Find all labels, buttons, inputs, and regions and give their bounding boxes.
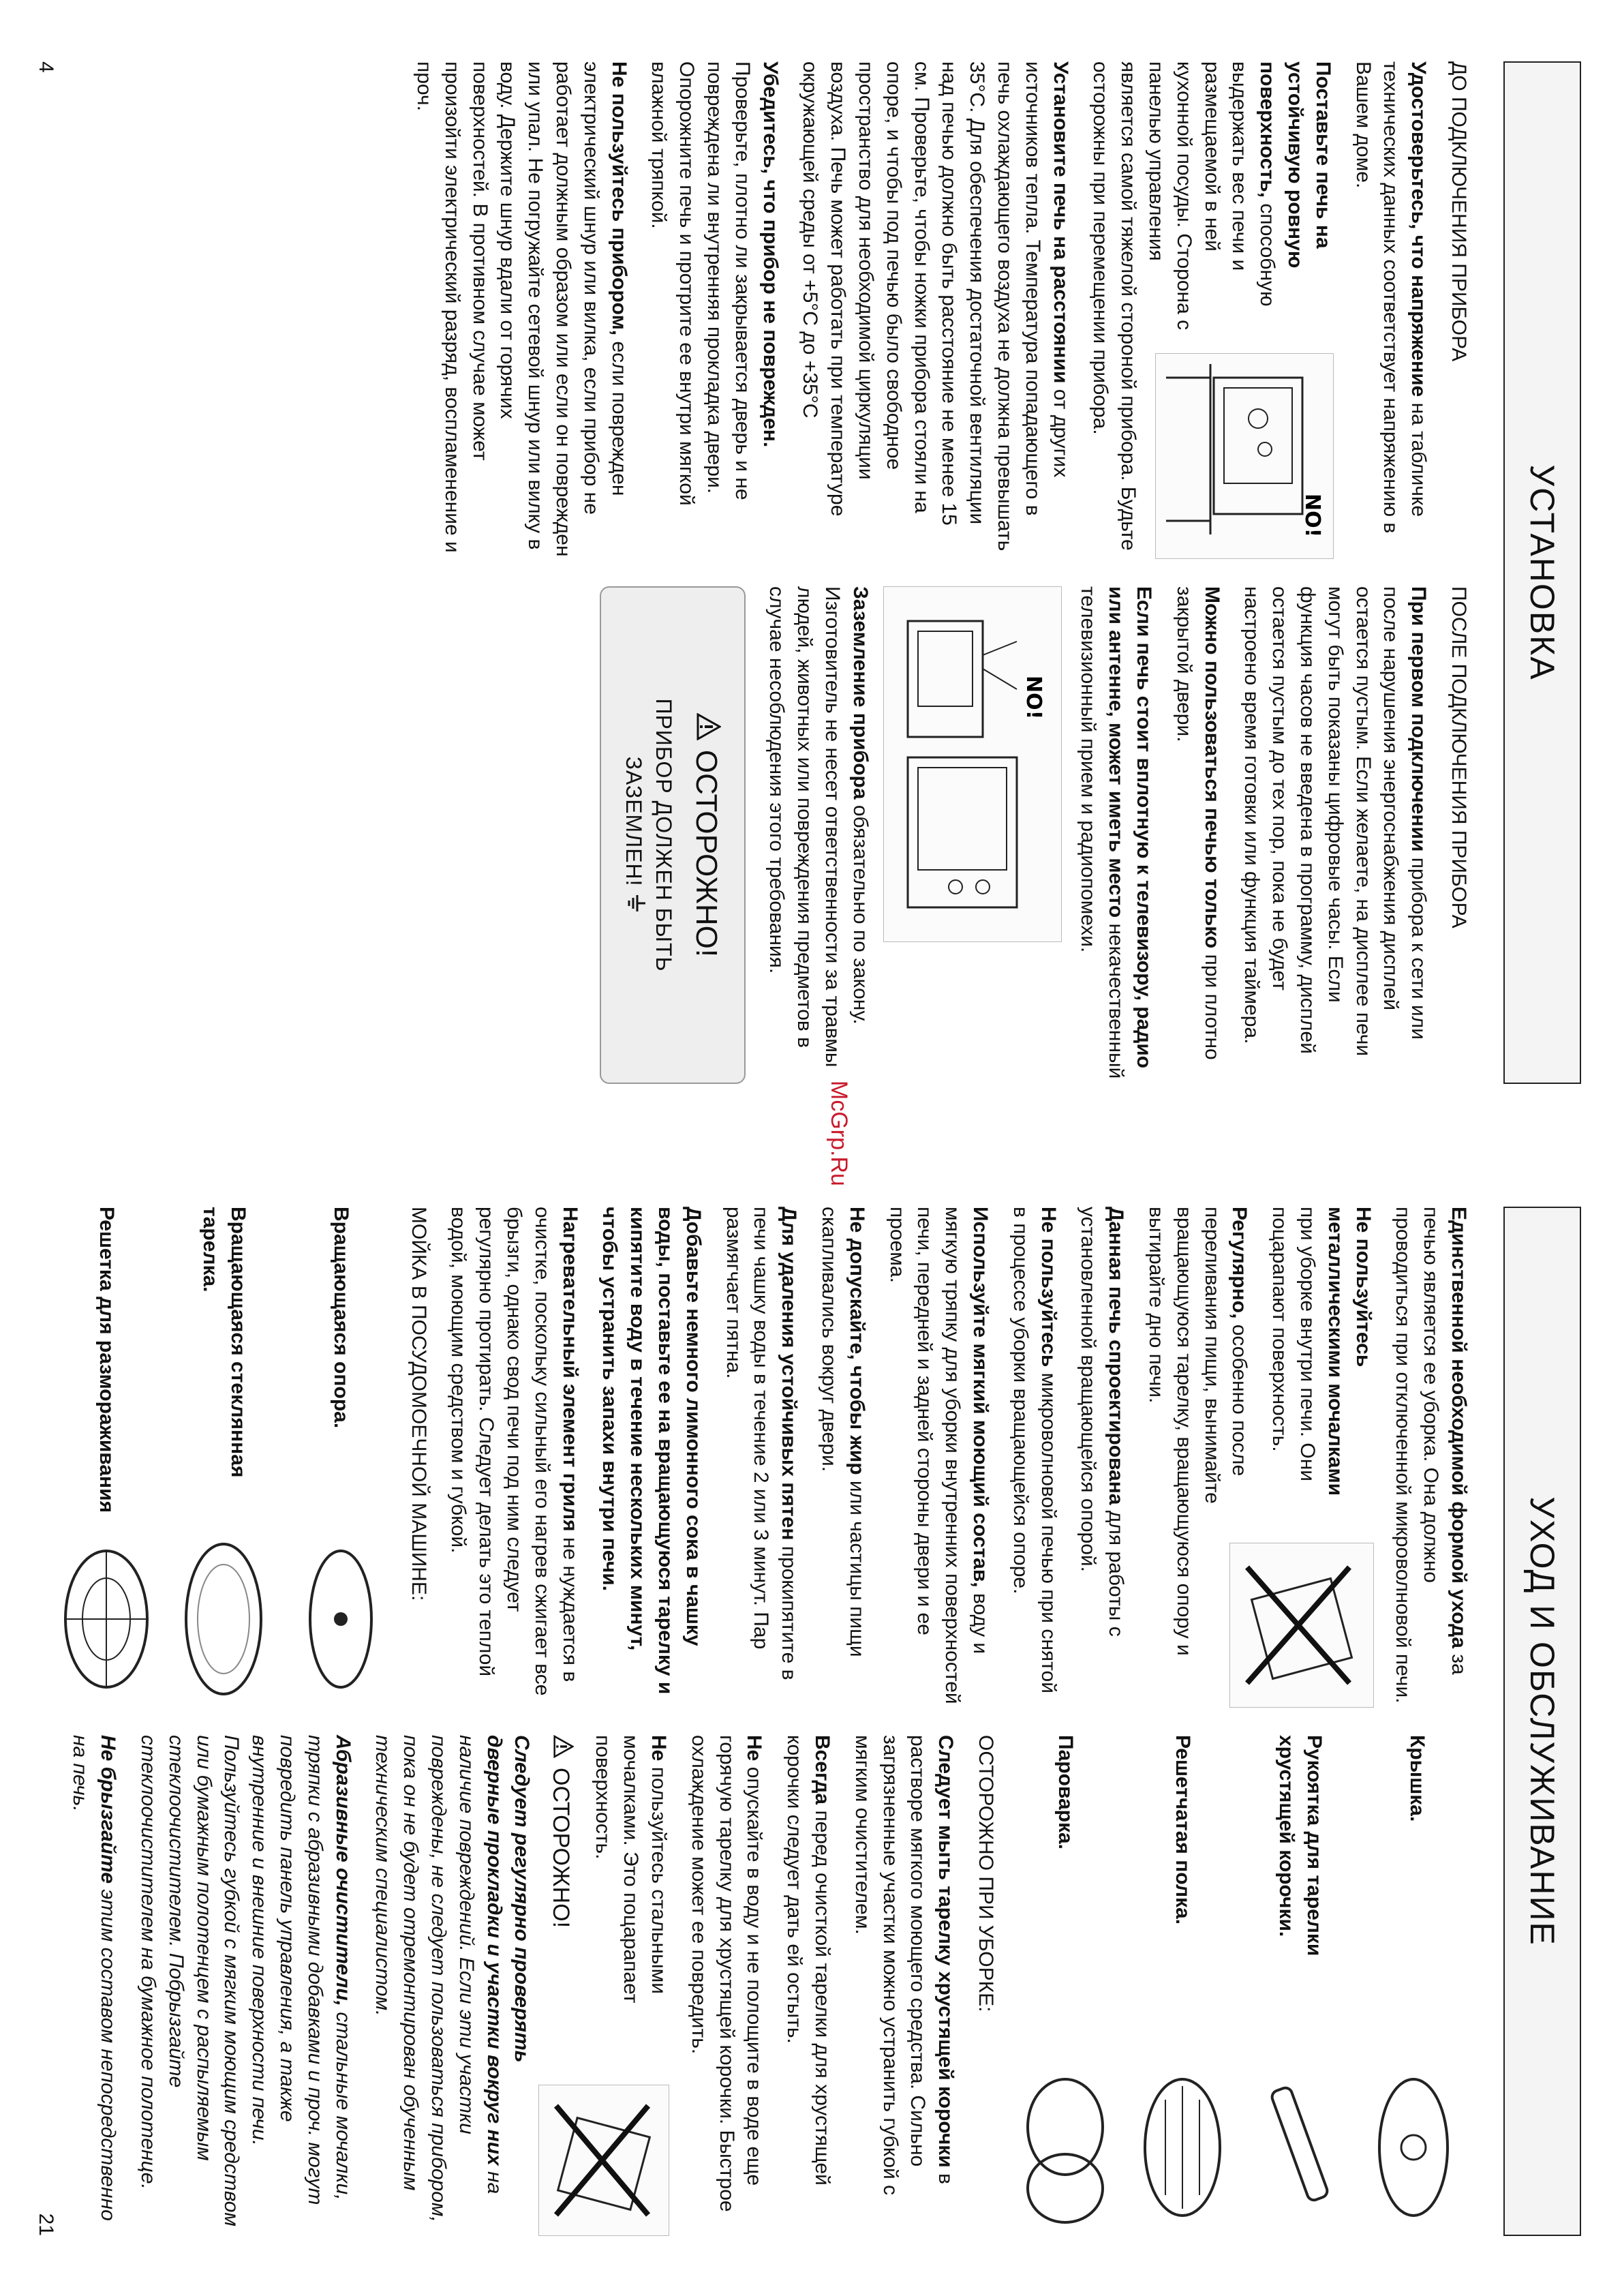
oven-and-tv-icon: [887, 594, 1058, 935]
care-warning-heading: ОСТОРОЖНО!: [545, 1735, 576, 2072]
soft-detergent-paragraph: Используйте мягкий моющий состав, воду и мягкую тряпку для уборки внутренних поверхностей печи, передней и задней стороны двери и ее проема.: [885, 1207, 992, 1704]
abrasive-paragraph: Абразивные очистители, стальные мочалки, тряпки с абразивными добавками и проч. могут повредить панель управления, а также внутренние и внешние поверхности печи. Пользуйтесь губкой с мягким моющим средством или бумажным полотенцем с распыляемым стеклоочистителем. Побрызгайте стеклоочистителем на бумажное полотенце.: [137, 1735, 354, 2226]
seal-check-paragraph: Следует регулярно проверять дверные прокладки и участки вокруг них на наличие повреждений. Если эти участки повреждены, не следует пользоваться прибором, пока он не будет отремонтирован обученным техническим специалистом.: [371, 1735, 534, 2222]
glass-plate-icon: [172, 1530, 275, 1708]
accessory-plate: Вращающаяся стеклянная тарелка.: [172, 1207, 275, 1708]
before-connect-heading: ДО ПОДКЛЮЧЕНИЯ ПРИБОРА: [1448, 61, 1470, 362]
oven-placement-illustration: [1155, 353, 1334, 559]
no-spray-paragraph: Не брызгайте этим составом непосредственно на печь.: [69, 1735, 120, 2221]
only-care-paragraph: Единственной необходимой формой ухода за печью является ее уборка. Она должно проводиться при отключенной микроволновой печи.: [1392, 1207, 1470, 1704]
no-steel-paragraph: Не пользуйтесь стальными мочалками. Это поцарапает поверхность.: [592, 1735, 671, 2004]
turntable-support-icon: [290, 1530, 392, 1708]
accessory-defrost-rack: Решетка для размораживания: [55, 1207, 157, 1708]
no-steel-wool-illustration-2: [538, 2085, 669, 2236]
no-dip-paragraph: Не опускайте в воду и не полощите в воде еще горячую тарелку для хрустящей корочки. Быстрое охлаждение может ее повредить.: [687, 1735, 766, 2212]
crisp-plate-paragraph: Следует мыть тарелку хрустящей корочки в растворе мягкого моющего средства. Сильно загрязненные участки можно устранить губкой с мягким очистителем.: [851, 1735, 958, 2196]
no-steel-wool-illustration: [1229, 1543, 1374, 1708]
grounding-warning-box: [600, 586, 746, 1084]
accessory-rack: Решетчатая полка.: [1131, 1735, 1234, 2236]
crossed-sponge-icon: [542, 2089, 665, 2232]
crisp-plate-handle-icon: [1249, 2059, 1351, 2236]
accessory-support: Вращающаяся опора.: [290, 1207, 392, 1708]
warning-triangle-icon: [545, 1735, 576, 1758]
regular-cleaning-paragraph: Регулярно, особенно после переливания пищи, вынимайте вращающуюся тарелку, вращающуюся опору и вытирайте дно печи.: [1145, 1207, 1251, 1656]
metal-scrubber-paragraph: Не пользуйтесь металлическими мочалками при уборке внутри печи. Они поцарапают поверхность.: [1268, 1207, 1375, 1496]
watermark: McGrp.Ru: [826, 1081, 852, 1186]
accessory-handle: Рукоятка для тарелки хрустящей корочки.: [1249, 1735, 1351, 2236]
column-left-1: [61, 61, 1472, 559]
grounding-paragraph: Заземление прибора обязательно по закону. Изготовитель не несет ответственности за травмы людей, животных или повреждения предметов в случае несоблюдения этого требования.: [765, 586, 872, 1068]
closed-door-paragraph: Можно пользоваться печью только при плотно закрытой двери.: [1172, 586, 1223, 1060]
page-installation: [35, 61, 1581, 1084]
column-right-2: [61, 1735, 1472, 2236]
designed-paragraph: Данная печь спроектирована для работы с установленной вращающейся опорой.: [1077, 1207, 1128, 1637]
dishwasher-heading: МОЙКА В ПОСУДОМОЕЧНОЙ МАШИНЕ:: [407, 1207, 430, 1601]
ground-symbol-icon: [622, 893, 646, 913]
warning-heading: ОСТОРОЖНО!: [686, 608, 727, 1062]
grill-paragraph: Нагревательный элемент гриля не нуждается в очистке, поскольку сильный его нагрев сжигает все брызги, однако свод печи под ним следует регулярно протирать. Следует делать это теплой водой, моющим средством и губкой.: [447, 1207, 581, 1696]
warning-line-1: ПРИБОР ДОЛЖЕН БЫТЬ: [651, 698, 676, 972]
column-right-1: [61, 1207, 1472, 1708]
oven-on-table-icon: [1159, 357, 1330, 555]
page-number-right: 21: [35, 2213, 57, 2236]
oven-near-tv-illustration: [883, 586, 1062, 942]
page-title-installation: УСТАНОВКА: [1503, 61, 1581, 1084]
page-care-maintenance: [35, 1207, 1581, 2236]
accessory-lid: Крышка.: [1366, 1735, 1468, 2236]
warning-triangle-icon: [686, 713, 727, 740]
page-number-left: 4: [35, 61, 57, 73]
page-title-care: УХОД И ОБСЛУЖИВАНИЕ: [1503, 1207, 1581, 2236]
defrost-grid-icon: [55, 1530, 157, 1708]
voltage-paragraph: Удостоверьтесь, что напряжение на табличке технических данных соответствует напряжению в Вашем доме.: [1351, 61, 1430, 534]
cord-paragraph: Не пользуйтесь прибором, если поврежден электрический шнур или вилка, если прибор не работает должным образом или если он поврежден или упал. Не погружайте сетевой шнур или вилку в воду. Держите шнур вдали от горячих поверхностей. В противном случае может произойти электрический разряд, воспламенение и проч.: [413, 61, 630, 557]
stains-paragraph: Для удаления устойчивых пятен прокипятите в печи чашку воды в течение 2 или 3 минут. Пар размягчает пятна.: [722, 1207, 801, 1680]
grease-paragraph: Не допускайте, чтобы жир или частицы пищи скапливались вокруг двери.: [818, 1207, 868, 1657]
distance-paragraph: Установите печь на расстоянии от других источников тепла. Температура попадающего в печь охлаждающего воздуха не должна превышать 35°С. Для обеспечения достаточной вентиляции над печью должно быть расстояние не менее 15 см. Проверьте, чтобы ножки прибора стояли на опоре, и чтобы под печью было свободное пространство для необходимой циркуляции воздуха. Печь может работать при температуре окружающей среды от +5°С до +35°С: [799, 61, 1072, 552]
tv-interference-paragraph: Если печь стоит вплотную к телевизору, радио или антенне, может иметь место некачественный телевизионный прием и радиопомехи.: [1077, 586, 1156, 1079]
stable-surface-paragraph: Поставьте печь на устойчивую ровную поверхность, способную выдержать вес печи и размещаемой в ней кухонной посуды. Сторона с панелью управления является самой тяжелой стороной прибора. Будьте осторожны при перемещении прибора.: [1089, 61, 1334, 551]
svg-text:NO!: NO!: [1300, 494, 1324, 538]
no-use-paragraph: Не пользуйтесь микроволновой печью при снятой в процессе уборки вращающейся опоре.: [1009, 1207, 1060, 1693]
wire-rack-icon: [1131, 2059, 1234, 2236]
lid-icon: [1366, 2059, 1468, 2236]
first-connect-paragraph: При первом подключении прибора к сети или после нарушения энергоснабжения дисплей остается пустым. Если желаете, на дисплее печи могут быть показаны цифровые часы. Если функция часов не введена в программу, дисплей остается пустым до тех пор, пока не будет настроено время готовки или функция таймера.: [1240, 586, 1430, 1057]
column-left-2: [61, 586, 1472, 1084]
crossed-sponge-icon: [1234, 1547, 1370, 1704]
warning-line-2: ЗАЗЕМЛЕН!: [619, 608, 649, 1062]
after-connect-heading: ПОСЛЕ ПОДКЛЮЧЕНИЯ ПРИБОРА: [1448, 586, 1470, 928]
damage-paragraph: Убедитесь, что прибор не поврежден. Проверьте, плотно ли закрывается дверь и не повреждена ли внутренняя прокладка двери. Опорожните печь и протрите ее внутри мягкой влажной тряпкой.: [647, 61, 782, 506]
careful-cleaning-heading: ОСТОРОЖНО ПРИ УБОРКЕ:: [975, 1735, 997, 2012]
always-cool-paragraph: Всегда перед очисткой тарелки для хрустящей корочки следует дать ей остыть.: [783, 1735, 834, 2186]
accessory-steamer: Пароварка.: [1014, 1735, 1116, 2236]
lemon-paragraph: Добавьте немного лимонного сока в чашку воды, поставьте ее на вращающуюся тарелку и кипятите воду в течение нескольких минут, чтобы устранить запахи внутри печи.: [598, 1207, 705, 1695]
svg-text:NO!: NO!: [1021, 676, 1045, 720]
steamer-icon: [1014, 2059, 1116, 2236]
